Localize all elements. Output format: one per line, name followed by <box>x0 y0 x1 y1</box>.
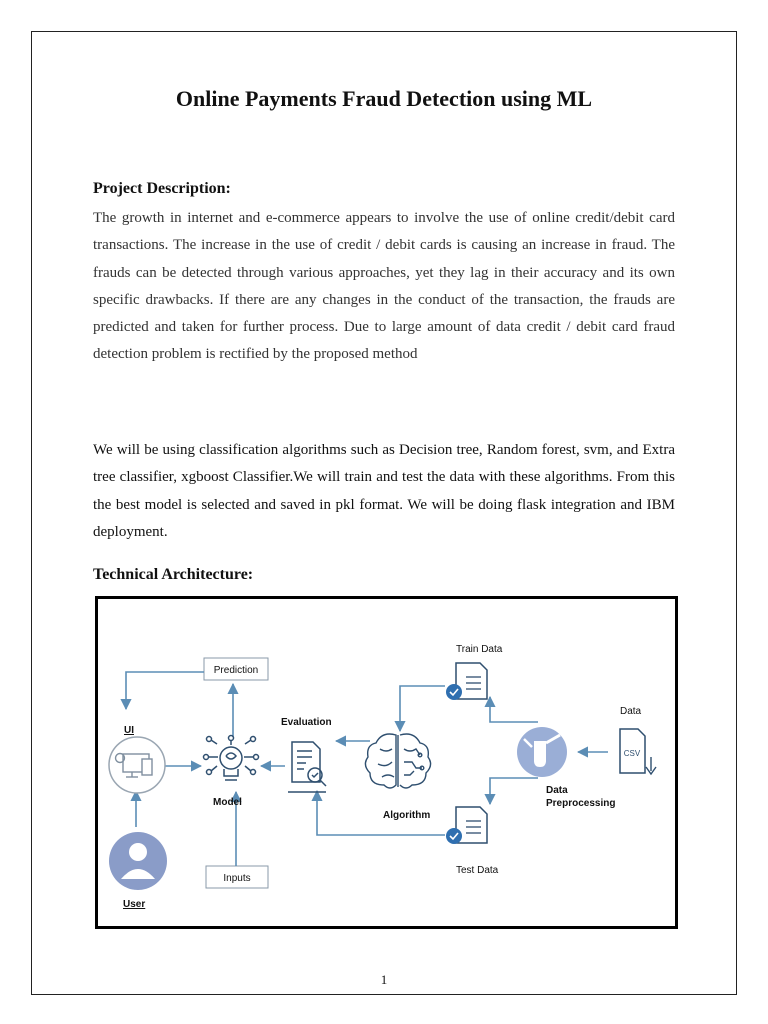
page-number: 1 <box>380 972 388 987</box>
arrow-prediction-to-ui <box>126 672 204 709</box>
prediction-label: Prediction <box>213 665 259 676</box>
csv-file-icon <box>620 729 656 774</box>
data-label: Data <box>620 706 642 717</box>
inputs-label: Inputs <box>223 873 251 884</box>
arrow-preprocess-to-train <box>490 697 538 722</box>
algorithm-label: Algorithm <box>383 810 431 821</box>
project-description-heading: Project Description: <box>93 180 231 197</box>
user-avatar-icon <box>109 832 167 890</box>
data-preprocessing-icon <box>517 727 567 777</box>
train-data-document-icon <box>446 663 487 700</box>
model-bulb-icon <box>204 736 259 781</box>
algorithm-brain-icon <box>365 734 430 788</box>
architecture-diagram-svg <box>98 599 675 926</box>
evaluation-label: Evaluation <box>281 717 332 728</box>
evaluation-report-icon <box>288 742 326 792</box>
data-preprocessing-label-line1: Data <box>546 785 568 796</box>
architecture-diagram <box>95 596 678 929</box>
ui-monitor-icon <box>109 737 165 793</box>
train-data-label: Train Data <box>456 644 503 655</box>
model-label: Model <box>213 797 242 808</box>
ui-label: UI <box>124 725 134 736</box>
test-data-label: Test Data <box>456 865 499 876</box>
user-label: User <box>123 899 146 910</box>
test-data-document-icon <box>446 807 487 844</box>
algorithms-paragraph: We will be using classification algorithms such as Decision tree, Random forest, svm, and Extra tree classifier, xgboost Classifier.We will train and test the data with these algorithms. From this the best model is selected and saved in pkl format. We will be doing flask integration and IBM deployment. <box>93 442 675 540</box>
data-preprocessing-label-line2: Preprocessing <box>546 798 616 809</box>
project-description-paragraph: The growth in internet and e-commerce appears to involve the use of online credit/debit card transactions. The increase in the use of credit / debit cards is causing an increase in fraud. The frauds can be detected through various approaches, yet they lag in their accuracy and its own specific drawbacks. If there are any changes in the conduct of the transaction, the frauds are predicted and taken for further process. Due to large amount of data credit / debit card fraud detection problem is rectified by the proposed method <box>93 210 675 363</box>
csv-text: CSV <box>623 749 641 758</box>
inputs-box <box>206 866 268 888</box>
arrow-preprocess-to-test <box>490 778 538 804</box>
prediction-box <box>204 658 268 680</box>
page-title: Online Payments Fraud Detection using ML <box>175 86 593 111</box>
technical-architecture-heading: Technical Architecture: <box>93 566 254 583</box>
arrow-train-to-algorithm <box>400 686 445 731</box>
